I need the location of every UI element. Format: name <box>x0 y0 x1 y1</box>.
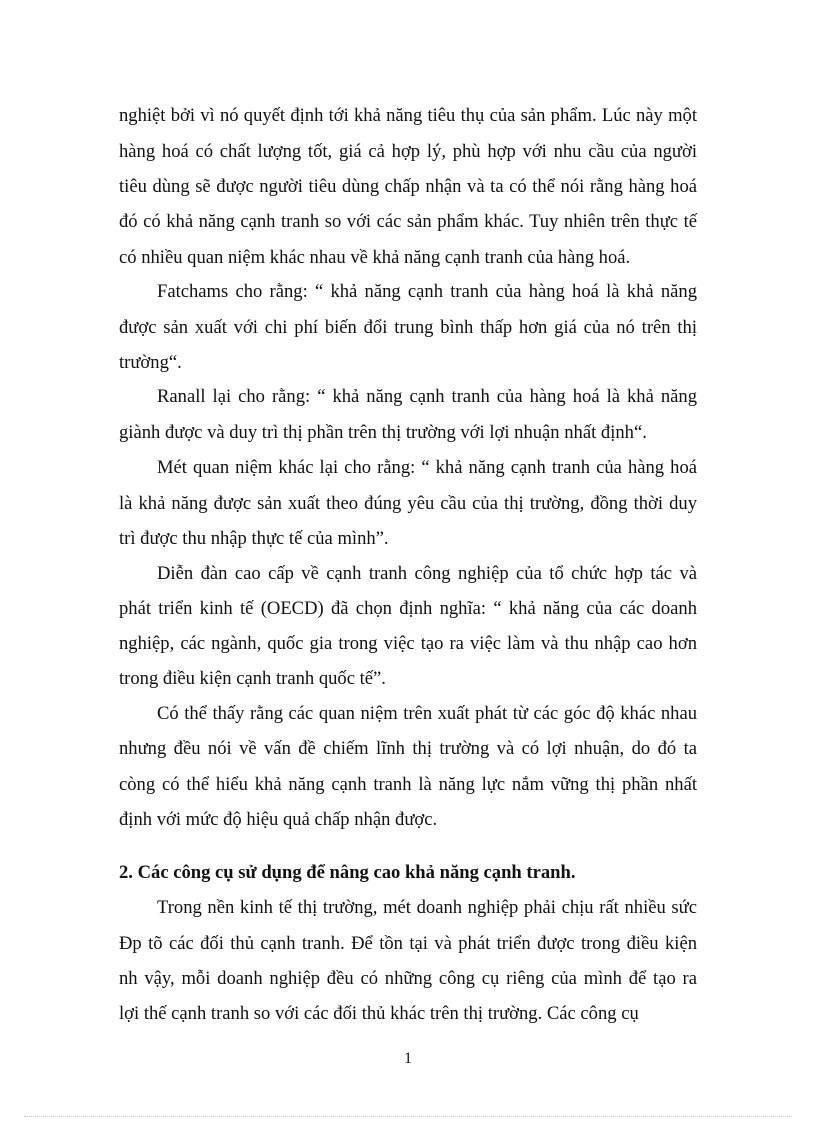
paragraph-1-line-5: có nhiều quan niệm khác nhau về khả năng cạnh tranh của hàng hoá. <box>119 247 631 268</box>
section-heading: 2. Các công cụ sử dụng để nâng cao khả năng cạnh tranh. <box>119 862 576 883</box>
paragraph-3-line-1: Ranall lại cho rằng: “ khả năng cạnh tranh của hàng hoá là khả năng <box>157 386 697 407</box>
paragraph-4-line-2: là khả năng được sản xuất theo đúng yêu cầu của thị trường, đồng thời duy <box>119 493 697 514</box>
paragraph-2-line-2: được sản xuất với chi phí biến đổi trung bình thấp hơn giá của nó trên thị <box>119 317 697 338</box>
section-paragraph-line-4: lợi thế cạnh tranh so với các đối thủ khác trên thị trường. Các công cụ <box>119 1003 639 1024</box>
paragraph-5-line-1: Diễn đàn cao cấp về cạnh tranh công nghiệp của tổ chức hợp tác và <box>157 563 697 584</box>
paragraph-6-line-4: định với mức độ hiệu quả chấp nhận được. <box>119 809 438 830</box>
paragraph-6-line-1: Có thể thấy rằng các quan niệm trên xuất phát từ các góc độ khác nhau <box>157 703 697 724</box>
paragraph-5-line-2: phát triển kinh tế (OECD) đã chọn định nghĩa: “ khả năng của các doanh <box>119 598 697 619</box>
section-paragraph-line-1: Trong nền kinh tế thị trường, mét doanh nghiệp phải chịu rất nhiều sức <box>157 897 697 918</box>
page-number: 1 <box>404 1050 412 1067</box>
paragraph-1-line-2: hàng hoá có chất lượng tốt, giá cả hợp lý, phù hợp với nhu cầu của người <box>119 141 697 162</box>
paragraph-6-line-2: nhưng đều nói về vấn đề chiếm lĩnh thị trường và có lợi nhuận, do đó ta <box>119 738 697 759</box>
paragraph-5-line-3: nghiệp, các ngành, quốc gia trong việc tạo ra việc làm và thu nhập cao hơn <box>119 633 697 654</box>
paragraph-2-line-1: Fatchams cho rằng: “ khả năng cạnh tranh của hàng hoá là khả năng <box>157 281 697 302</box>
paragraph-6-line-3: còng có thể hiểu khả năng cạnh tranh là năng lực nắm vững thị phần nhất <box>119 774 697 795</box>
paragraph-1-line-4: đó có khả năng cạnh tranh so với các sản phẩm khác. Tuy nhiên trên thực tế <box>119 211 697 232</box>
paragraph-2-line-3: trường“. <box>119 352 182 373</box>
paragraph-1-line-1: nghiệt bởi vì nó quyết định tới khả năng tiêu thụ của sản phẩm. Lúc này một <box>119 105 697 126</box>
paragraph-4-line-3: trì được thu nhập thực tế của mình”. <box>119 528 389 549</box>
paragraph-3-line-2: giành được và duy trì thị phần trên thị trường với lợi nhuận nhất định“. <box>119 422 647 443</box>
paragraph-5-line-4: trong điều kiện cạnh tranh quốc tế”. <box>119 668 386 689</box>
section-paragraph-line-3: nh vậy, mỗi doanh nghiệp đều có những công cụ riêng của mình để tạo ra <box>119 968 697 989</box>
section-paragraph-line-2: Ðp tõ các đối thủ cạnh tranh. Để tồn tại và phát triển được trong điều kiện <box>119 933 697 954</box>
page-bottom-divider <box>24 1116 792 1117</box>
paragraph-1-line-3: tiêu dùng sẽ được người tiêu dùng chấp nhận và ta có thể nói rằng hàng hoá <box>119 176 697 197</box>
paragraph-4-line-1: Mét quan niệm khác lại cho rằng: “ khả năng cạnh tranh của hàng hoá <box>157 457 697 478</box>
